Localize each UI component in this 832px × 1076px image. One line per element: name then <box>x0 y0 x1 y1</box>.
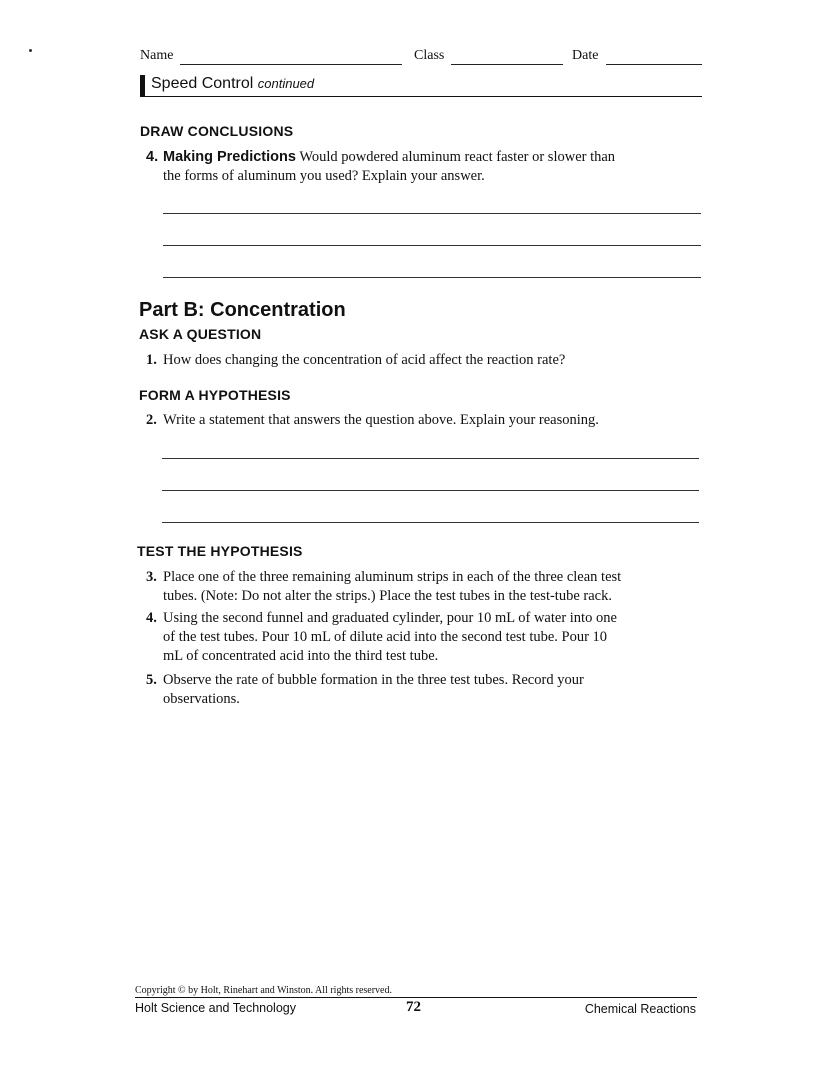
part-b-title: Part B: Concentration <box>139 299 346 321</box>
page-title <box>151 75 314 93</box>
step-5-line2: observations. <box>163 691 240 707</box>
draw-conclusions-heading: DRAW CONCLUSIONS <box>140 123 294 139</box>
test-hypothesis-heading: TEST THE HYPOTHESIS <box>137 543 303 559</box>
scan-speck <box>29 49 32 52</box>
footer-rule <box>135 997 697 998</box>
class-field[interactable] <box>451 64 563 65</box>
step-3-line1: Place one of the three remaining aluminum strips in each of the three clean test <box>163 569 622 585</box>
answer-line-q2-2[interactable] <box>162 490 699 491</box>
answer-line-q4-3[interactable] <box>163 277 701 278</box>
question-1 <box>146 351 706 370</box>
step-3-line2: tubes. (Note: Do not alter the strips.) Place the test tubes in the test-tube rack. <box>163 588 612 604</box>
publisher-name: Holt Science and Technology <box>135 1001 296 1015</box>
step-4-line3: mL of concentrated acid into the third test tube. <box>163 648 439 664</box>
step-3-number: 3. <box>146 569 157 585</box>
step-5 <box>146 671 706 709</box>
title-rule <box>140 96 702 97</box>
form-hypothesis-heading: FORM A HYPOTHESIS <box>139 387 291 403</box>
date-field[interactable] <box>606 64 702 65</box>
question-2-number: 2. <box>146 412 157 428</box>
date-label: Date <box>572 48 599 63</box>
step-4 <box>146 609 706 666</box>
step-4-line2: of the test tubes. Pour 10 mL of dilute acid into the second test tube. Pour 10 <box>163 629 608 645</box>
question-4-lead: Making Predictions <box>163 149 296 165</box>
answer-line-q4-1[interactable] <box>163 213 701 214</box>
answer-line-q4-2[interactable] <box>163 245 701 246</box>
title-suffix: continued <box>257 76 315 91</box>
question-4-text-line1: Would powdered aluminum react faster or slower than <box>299 149 616 165</box>
chapter-name: Chemical Reactions <box>584 1002 696 1016</box>
question-4-text-line2: the forms of aluminum you used? Explain your answer. <box>163 168 485 184</box>
name-label: Name <box>140 48 174 63</box>
question-4 <box>146 148 706 186</box>
step-4-line1: Using the second funnel and graduated cylinder, pour 10 mL of water into one <box>163 610 617 626</box>
step-5-number: 5. <box>146 672 157 688</box>
ask-question-heading: ASK A QUESTION <box>139 326 262 342</box>
question-4-number: 4. <box>146 149 159 165</box>
title-marker <box>140 75 145 97</box>
answer-line-q2-1[interactable] <box>162 458 699 459</box>
copyright-notice: Copyright © by Holt, Rinehart and Winston. All rights reserved. <box>135 985 392 996</box>
step-5-line1: Observe the rate of bubble formation in the three test tubes. Record your <box>163 672 584 688</box>
page-number: 72 <box>406 999 421 1015</box>
class-label: Class <box>414 48 445 63</box>
question-2 <box>146 411 706 430</box>
title-main: Speed Control <box>151 75 254 92</box>
question-1-number: 1. <box>146 352 157 368</box>
step-4-number: 4. <box>146 610 157 626</box>
question-1-text: How does changing the concentration of acid affect the reaction rate? <box>163 352 566 368</box>
name-field[interactable] <box>180 64 402 65</box>
question-2-text: Write a statement that answers the question above. Explain your reasoning. <box>163 412 599 428</box>
step-3 <box>146 568 706 606</box>
answer-line-q2-3[interactable] <box>162 522 699 523</box>
